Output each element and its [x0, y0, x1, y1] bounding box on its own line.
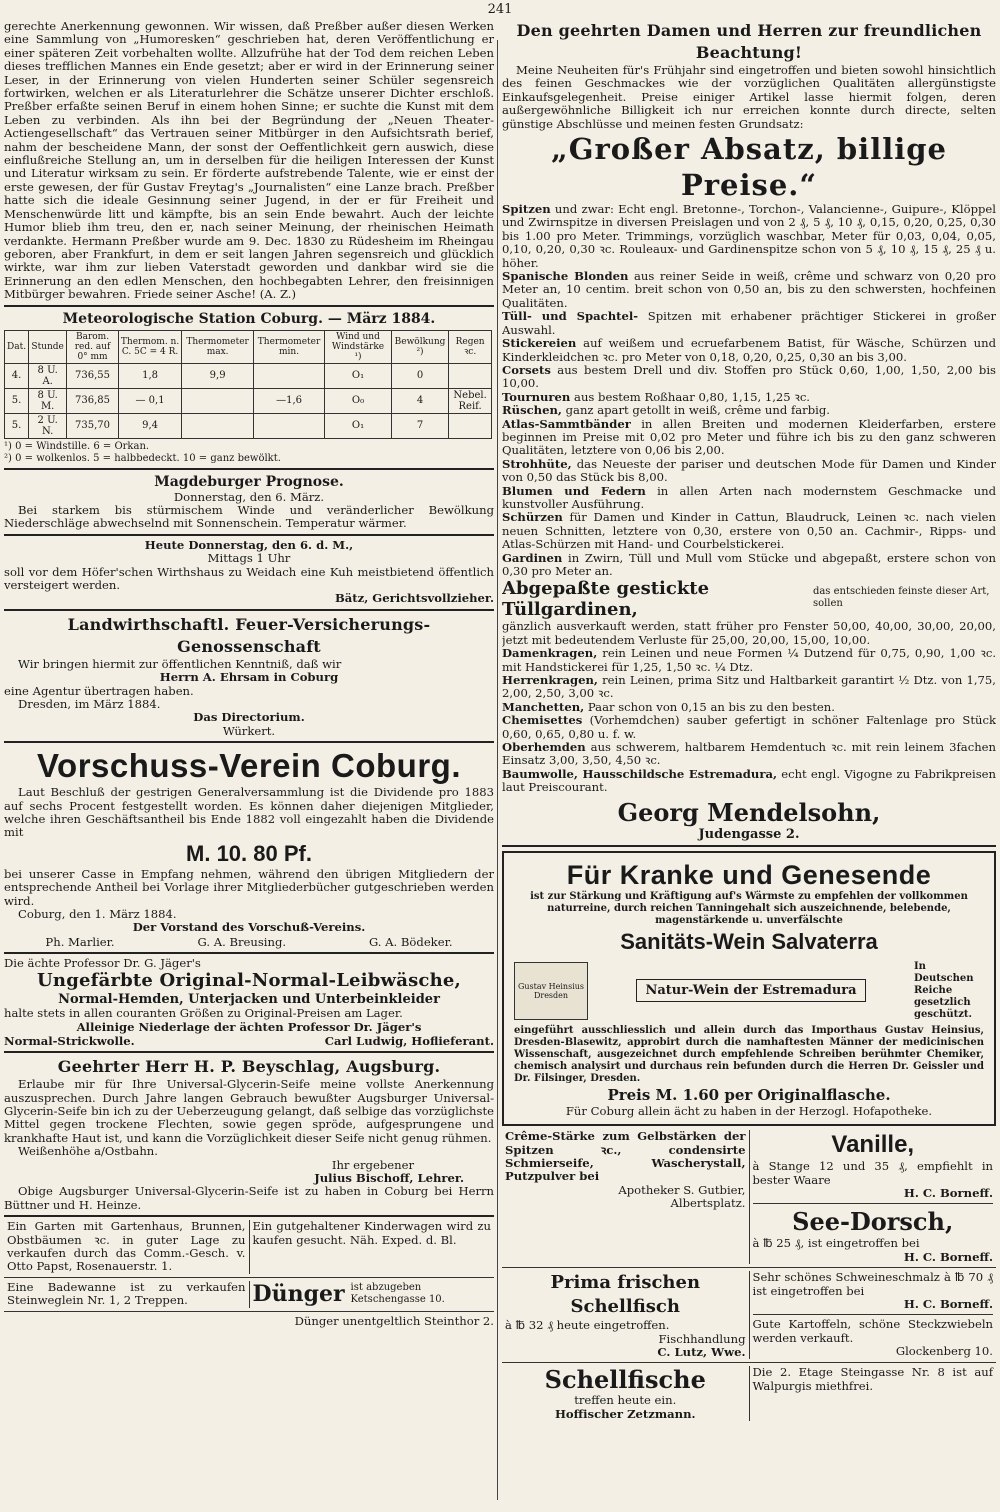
board-member: G. A. Breusing.	[197, 934, 287, 949]
product-name: Strohhüte,	[502, 456, 572, 471]
mendelsohn-motto: „Großer Absatz, billige Preise.“	[551, 132, 947, 203]
cell: — 0,1	[118, 388, 182, 413]
product-item	[502, 511, 996, 551]
product-desc: rein Leinen, prima Sitz und Haltbarkeit garantirt ½ Dtz. von 1,75, 2,00, 2,50, 3,00 ꝛc.	[502, 673, 996, 701]
met-header: Wind und Windstärke ¹)	[325, 330, 392, 363]
product-list	[502, 203, 996, 578]
product-name: Baumwolle, Hausschildsche Estremadura,	[502, 766, 777, 781]
product-desc: echt engl. Vigogne zu Fabrikpreisen laut Preiscourant.	[502, 766, 996, 795]
dung-ad-2: Dünger unentgeltlich Steinthor 2.	[294, 1313, 494, 1328]
cell	[253, 363, 324, 388]
divider	[4, 952, 494, 954]
schellfische-title: Schellfische	[544, 1365, 706, 1395]
met-header: Dat.	[5, 330, 29, 363]
salvaterra-text2: eingeführt ausschliesslich und allein durch das Importhaus Gustav Heinsius, Dresden-Blasewitz, approbirt durch die namhaftesten Männer der medicinischen Wissenschaft, ausgezeichnet durch empfehlende Schreiben berühmter Chemiker, chemisch analysirt und durchaus rein befunden durch die Herren Dr. Geissler und Dr. Filsinger, Dresden.	[514, 1024, 984, 1084]
kartoffel-ad: Gute Kartoffeln, schöne Steckzwiebeln werden verkauft.	[752, 1317, 993, 1345]
cell	[449, 413, 492, 438]
product-item	[502, 552, 996, 579]
cell: 8 U. M.	[29, 388, 67, 413]
product-item	[502, 418, 996, 458]
divider	[753, 1203, 994, 1204]
cell: O₀	[325, 388, 392, 413]
divider	[502, 1267, 996, 1268]
product-item	[502, 485, 996, 512]
product-name: Herrenkragen,	[502, 673, 598, 688]
left-column	[4, 20, 494, 1506]
cell: Nebel. Reif.	[449, 388, 492, 413]
product-item	[502, 337, 996, 364]
product-name: Atlas-Sammtbänder	[502, 416, 631, 431]
vorschuss-date: Coburg, den 1. März 1884.	[18, 907, 177, 922]
creme-ad: Crême-Stärke zum Gelbstärken der Spitzen ꝛc., condensirte Schmierseife, Wascherystall, Putzpulver bei	[505, 1129, 746, 1184]
product-desc: das Neueste der pariser und deutschen Mode für Damen und Kinder von 0,50 das Stück bis 8,00.	[502, 456, 996, 485]
schellfische-sign: Hoffischer Zetzmann.	[554, 1406, 696, 1421]
dung-word: Dünger	[252, 1281, 345, 1308]
right-column	[502, 20, 996, 1506]
product-name: Tüll- und Spachtel-	[502, 309, 639, 324]
cell: 9,9	[182, 363, 254, 388]
dorsch-text: à ℔ 25 ₰, ist eingetroffen bei	[752, 1236, 920, 1251]
product-item	[502, 458, 996, 485]
salvaterra-text: ist zur Stärkung und Kräftigung auf's Wärmste zu empfehlen der vollkommen naturreine, durch reichen Tanningehalt sich auszeichnende, belebende, magenstärkende u. unverfälschte	[530, 890, 968, 926]
met-header: Thermom. n. C. 5C = 4 R.	[118, 330, 182, 363]
product-desc: aus reiner Seide in weiß, crême und schwarz von 0,20 pro Meter an, 10 centim. breit schon von 0,50 an, bis zu den schwersten, hochfeinen Qualitäten.	[502, 269, 996, 310]
insurance-sign: Das Directorium.	[193, 710, 305, 725]
kartoffel-addr: Glockenberg 10.	[895, 1344, 993, 1359]
product-item	[502, 647, 996, 674]
product-name: Tournuren	[502, 389, 571, 404]
obituary-text: gerechte Anerkennung gewonnen. Wir wissen, daß Preßber außer diesen Werken eine Sammlung von „Humoresken“ geschrieben hat, deren Veröffentlichung er einer späteren Zeit vorbehalten wollte. Allzufrühe hat der Tod dem reichen Leben dieses trefflichen Mannes ein Ende gesetzt; aber er wird in der Erinnerung seiner Leser, in der Erinnerung von vielen Hunderten seiner Schüler segensreich fortwirken, welchen er als Literaturlehrer die Schätze unserer Dichter erschloß. Preßber erfaßte seinen Beruf in einem hohen Sinne; er suchte die Kunst mit dem Leben zu verbinden. Als ihn bei der Begründung der „Neuen Theater-Actiengesellschaft“ das Vertrauen seiner Mitbürger in den Aufsichtsrath berief, nahm der bescheidene Mann, der sonst der Oeffentlichkeit gern auswich, diese einflußreiche Stellung an, um in derselben für die heiligen Interessen der Kunst und Literatur wirksam zu sein. Er förderte aufstrebende Talente, wie er einst der erste gewesen, der für Gustav Freytag's „Journalisten“ eine Lanze brach. Preßber hatte sich die ideale Gesinnung seiner Jugend, in der er für Freiheit und Menschenwürde litt und kämpfte, bis an sein Ende bewahrt. Auch der leichte Humor blieb ihm treu, den er, nach seiner Meinung, der rheinischen Heimath verdankte. Hermann Preßber wurde am 9. Dec. 1830 zu Rüdesheim im Rheingau geboren, aber Frankfurt, in dem er seit langen Jahren segensreich und glücklich wirkte, war ihm zur lieben Vaterstadt geworden und dankbar wird sie die Erinnerung an den edlen Menschen, den hochbegabten Lehrer, den freisinnigen Mitbürger bewahren. Friede seiner Asche! (A. Z.)	[4, 20, 494, 302]
met-header: Stunde	[29, 330, 67, 363]
small-ads-row	[4, 1281, 494, 1308]
product-desc: rein Leinen und neue Formen ¼ Dutzend für 0,75, 0,90, 1,00 ꝛc. mit Handstickerei für 1,25, 1,50 ꝛc. ¼ Dtz.	[502, 646, 996, 674]
table-row	[5, 363, 492, 388]
vanille-title: Vanille,	[831, 1131, 915, 1159]
product-item	[502, 270, 996, 310]
small-ads-row	[4, 1220, 494, 1274]
beyschlag-greet: Ihr ergebener	[331, 1157, 414, 1172]
divider	[4, 468, 494, 470]
jaeger-sign: Carl Ludwig, Hoflieferant.	[324, 1034, 494, 1049]
met-note: ²) 0 = wolkenlos. 5 = halbbedeckt. 10 = ganz bewölkt.	[4, 452, 281, 464]
dorsch-title: See-Dorsch,	[792, 1207, 954, 1237]
salvaterra-price: Preis M. 1.60 per Originalflasche.	[607, 1085, 891, 1104]
auction-title: Heute Donnerstag, den 6. d. M.,	[144, 537, 354, 552]
beyschlag-sign: Julius Bischoff, Lehrer.	[314, 1170, 464, 1185]
dung-text: ist abzugeben Ketschengasse 10.	[350, 1282, 445, 1306]
product-name: Gardinen	[502, 550, 563, 565]
product-name: Stickereien	[502, 336, 577, 351]
cell	[253, 413, 324, 438]
product-name: Chemisettes	[502, 713, 583, 728]
tuell-aside: das entschieden feinste dieser Art, sollen	[812, 586, 990, 610]
cell: 736,85	[67, 388, 119, 413]
beyschlag-text: Erlaube mir für Ihre Universal-Glycerin-Seife meine vollste Anerkennung auszusprechen. Durch Jahre langen Gebrauch bewußter Augsburger Universal-Glycerin-Seife bin ich zu der Ueberzeugung gelangt, daß selbige das vorzüglichste Mittel gegen trockene Flechten, sowie gegen spröde, aufgesprungene und krankhafte Haut ist, und kann die Vorzüglichkeit dieser Seife nicht genug rühmen.	[4, 1077, 494, 1145]
board-member: G. A. Bödeker.	[368, 934, 453, 949]
small-ads-row	[502, 1130, 996, 1264]
divider	[502, 845, 996, 847]
schellfisch-title: Prima frischen Schellfisch	[550, 1272, 701, 1318]
met-header: Thermometer max.	[182, 330, 254, 363]
product-desc: für Damen und Kinder in Cattun, Blaudruck, Leinen ꝛc. nach vielen neuen Schnitten, letztere von 0,30, erstere von 0,50 an. Cachmir-, Ripps- und Atlas-Schürzen mit Hand- und Courbelstickerei.	[502, 510, 996, 552]
jaeger-intro: Die ächte Professor Dr. G. Jäger's	[4, 955, 201, 970]
jaeger-text: halte stets in allen couranten Größen zu Original-Preisen am Lager.	[4, 1006, 403, 1021]
divider	[4, 305, 494, 307]
product-name: Spitzen	[502, 202, 551, 217]
table-row	[5, 388, 492, 413]
product-desc: ganz apart getollt in weiß, crême und farbig.	[565, 403, 830, 418]
jaeger-footer	[4, 1034, 494, 1048]
salvaterra-ad	[502, 851, 996, 1126]
weather-table	[4, 330, 492, 439]
auction-sign: Bätz, Gerichtsvollzieher.	[334, 591, 494, 606]
prognosis-title: Magdeburger Prognose.	[154, 473, 344, 490]
tuell-text: gänzlich ausverkauft werden, statt früher pro Fenster 50,00, 40,00, 30,00, 20,00, jetzt mit bedeutendem Verluste für 25,00, 20,00, 15,00, 10,00.	[502, 619, 996, 647]
schellfische-text: treffen heute ein.	[574, 1393, 677, 1408]
jaeger-subtitle: Normal-Hemden, Unterjacken und Unterbeinkleider	[58, 992, 440, 1008]
cell: O₁	[325, 413, 392, 438]
product-name: Schürzen	[502, 510, 563, 525]
beyschlag-title: Geehrter Herr H. P. Beyschlag, Augsburg.	[57, 1057, 441, 1077]
product-desc: und zwar: Echt engl. Bretonne-, Torchon-, Valancienne-, Guipure-, Klöppel und Zwirnspitze in diversen Preislagen und von 2 ₰, 5 ₰, 10 ₰, 0,15, 0,20, 0,25, 0,30 bis 1.00 pro Meter. Trimmings, vorzüglich waschbar, Meter für 0,03, 0,04, 0,05, 0,10, 0,20, 0,30 ꝛc. Rouleaux- und Gardinenspitze schon von 5 ₰, 10 ₰, 15 ₰, 25 ₰ u. höher.	[502, 202, 996, 270]
product-desc: aus bestem Roßhaar 0,80, 1,15, 1,25 ꝛc.	[574, 389, 810, 404]
met-title: Meteorologische Station Coburg. — März 1884.	[62, 310, 436, 327]
product-desc: Spitzen mit erhabener prächtiger Stickerei in großer Auswahl.	[502, 309, 996, 337]
vorschuss-text: Laut Beschluß der gestrigen Generalversammlung ist die Dividende pro 1883 auf sechs Procent festgestellt worden. Es können daher diejenigen Mitglieder, welche ihren Geschäftsantheil bis Ende 1882 voll eingezahlt haben die Dividende mit	[4, 785, 494, 840]
vorschuss-text: bei unserer Casse in Empfang nehmen, während den übrigen Mitgliedern der entsprechende Antheil bei Vorlage ihrer Mitgliederbücher gutgeschrieben werden wird.	[4, 866, 494, 908]
met-header: Thermometer min.	[253, 330, 324, 363]
creme-sign: Albertsplatz.	[670, 1196, 746, 1211]
product-name: Damenkragen,	[502, 646, 598, 661]
product-desc: in allen Breiten und modernen Kleiderfarben, erstere beginnen im Preise mit 0,02 pro Meter und führe ich bis zu den ganz schweren Qualitäten, letztere von 0,06 bis 2,00.	[502, 416, 996, 458]
jaeger-title: Ungefärbte Original-Normal-Leibwäsche,	[37, 970, 461, 992]
cell: —1,6	[253, 388, 324, 413]
page-number: 241	[487, 2, 513, 17]
product-name: Corsets	[502, 362, 551, 377]
product-item	[502, 310, 996, 337]
insurance-sign: Würkert.	[222, 723, 276, 738]
seal-text: Gustav Heinsius Dresden	[517, 981, 585, 1000]
met-header: Barom. red. auf 0° mm	[67, 330, 119, 363]
cell: 4.	[5, 363, 29, 388]
product-item	[502, 674, 996, 701]
schellfisch-sign: C. Lutz, Wwe.	[657, 1344, 746, 1359]
product-item	[502, 768, 996, 795]
creme-sign: Apotheker S. Gutbier,	[618, 1182, 746, 1197]
product-name: Manchetten,	[502, 699, 585, 714]
prognosis-text: Bei starkem bis stürmischem Winde und veränderlicher Bewölkung Niederschläge abwechselnd mit Sonnenschein. Temperatur wärmer.	[4, 502, 494, 531]
product-desc: Paar schon von 0,15 an bis zu den besten.	[587, 699, 835, 714]
insurance-text: Wir bringen hiermit zur öffentlichen Kenntniß, daß wir	[18, 656, 342, 671]
mendelsohn-address: Judengasse 2.	[698, 826, 800, 842]
salvaterra-where: Für Coburg allein ächt zu haben in der Herzogl. Hofapotheke.	[565, 1103, 933, 1118]
insurance-title: Landwirthschaftl. Feuer-Versicherungs-Genossenschaft	[67, 614, 431, 656]
table-row	[5, 413, 492, 438]
schellfisch-text: à ℔ 32 ₰ heute eingetroffen.	[505, 1318, 670, 1333]
mendelsohn-intro: Meine Neuheiten für's Frühjahr sind eingetroffen und bieten sowohl hinsichtlich des feinen Geschmackes wie der vorzüglichen Qualitäten allergünstigste Einkaufsgelegenheit. Preise einiger Artikel lasse hiermit folgen, deren außergewöhnliche Billigkeit ich nur erreichen konnte durch directe, selten günstige Abschlüsse und meinen festen Grundsatz:	[502, 63, 996, 131]
jaeger-line: Alleinige Niederlage der ächten Professor Dr. Jäger's	[76, 1019, 422, 1034]
schmalz-sign: H. C. Borneff.	[903, 1296, 993, 1311]
board-member: Ph. Marlier.	[45, 934, 115, 949]
pram-ad: Ein gutgehaltener Kinderwagen wird zu kaufen gesucht. Näh. Exped. d. Bl.	[252, 1219, 491, 1247]
product-desc: auf weißem und ecruefarbenem Batist, für Wäsche, Schürzen und Kinderkleidchen ꝛc. pro Meter von 0,18, 0,20, 0,25, 0,30 an bis 3,00.	[502, 336, 996, 364]
vanille-text: à Stange 12 und 35 ₰, empfiehlt in bester Waare	[752, 1159, 993, 1187]
mendelsohn-name: Georg Mendelsohn,	[617, 797, 881, 827]
salvaterra-label: Natur-Wein der Estremadura	[636, 979, 865, 1002]
cell: 5.	[5, 388, 29, 413]
product-name: Blumen und Federn	[502, 483, 646, 498]
schmalz-ad: Sehr schönes Schweineschmalz à ℔ 70 ₰ ist eingetroffen bei	[752, 1270, 993, 1298]
cell: 736,55	[67, 363, 119, 388]
vorschuss-names	[4, 935, 494, 949]
product-item	[502, 364, 996, 391]
salvaterra-title: Für Kranke und Genesende	[566, 859, 932, 890]
product-desc: (Vorhemdchen) sauber gefertigt in schöner Faltenlage pro Stück 0,60, 0,65, 0,80 u. f. w.	[502, 713, 996, 741]
cell	[449, 363, 492, 388]
cell: 0	[391, 363, 448, 388]
product-name: Rüschen,	[502, 403, 562, 418]
cell: 1,8	[118, 363, 182, 388]
divider	[753, 1314, 994, 1315]
beyschlag-place: Weißenhöhe a/Ostbahn.	[18, 1144, 158, 1159]
cell: 735,70	[67, 413, 119, 438]
product-item	[502, 203, 996, 270]
salvaterra-label-row	[514, 961, 984, 1021]
product-desc: in Zwirn, Tüll und Mull vom Stücke und abgepaßt, erstere schon von 0,30 pro Meter an.	[502, 550, 996, 578]
mendelsohn-headline: Den geehrten Damen und Herren zur freundlichen Beachtung!	[516, 21, 982, 62]
cell	[182, 388, 254, 413]
divider	[4, 1311, 494, 1312]
divider	[4, 1215, 494, 1217]
wine-bottle-label-icon	[514, 962, 588, 1020]
cell	[182, 413, 254, 438]
dorsch-sign: H. C. Borneff.	[903, 1249, 993, 1264]
cell: 2 U. N.	[29, 413, 67, 438]
cell: 4	[391, 388, 448, 413]
cell: 8 U. A.	[29, 363, 67, 388]
cell: 5.	[5, 413, 29, 438]
product-desc: aus schwerem, haltbarem Hemdentuch ꝛc. mit rein leinem 3fachen Einsatz 3,00, 3,50, 4,50 ꝛc.	[502, 740, 996, 768]
column-rule	[497, 40, 498, 1500]
etage-ad: Die 2. Etage Steingasse Nr. 8 ist auf Walpurgis miethfrei.	[752, 1365, 993, 1393]
divider	[4, 1277, 494, 1278]
salvaterra-side: In Deutschen Reiche gesetzlich geschützt.	[913, 960, 974, 1020]
vorschuss-title: Vorschuss-Verein Coburg.	[37, 747, 461, 785]
product-list-2	[502, 647, 996, 794]
tuell-header	[502, 578, 996, 620]
auction-time: Mittags 1 Uhr	[207, 551, 291, 566]
product-item	[502, 391, 996, 404]
cell: O₁	[325, 363, 392, 388]
met-note: ¹) 0 = Windstille. 6 = Orkan.	[4, 440, 150, 452]
product-name: Spanische Blonden	[502, 269, 629, 284]
auction-text: soll vor dem Höfer'schen Wirthshaus zu Weidach eine Kuh meistbietend öffentlich versteigert werden.	[4, 564, 494, 592]
schellfisch-sign: Fischhandlung	[658, 1331, 746, 1346]
small-ads-row	[502, 1366, 996, 1421]
cell: 7	[391, 413, 448, 438]
small-ads-row	[502, 1271, 996, 1359]
product-item	[502, 404, 996, 417]
vanille-sign: H. C. Borneff.	[903, 1185, 993, 1200]
product-desc: aus bestem Drell und div. Stoffen pro Stück 0,60, 1,00, 1,50, 2,00 bis 10,00.	[502, 362, 996, 391]
divider	[4, 534, 494, 536]
divider	[4, 741, 494, 743]
salvaterra-name: Sanitäts-Wein Salvaterra	[620, 928, 878, 954]
insurance-agent: Herrn A. Ehrsam in Coburg	[159, 670, 339, 685]
product-name: Oberhemden	[502, 740, 586, 755]
insurance-place: Dresden, im März 1884.	[18, 697, 161, 711]
cell: 9,4	[118, 413, 182, 438]
product-desc: in allen Arten nach modernstem Geschmacke und kunstvoller Ausführung.	[502, 483, 996, 511]
vorschuss-board: Der Vorstand des Vorschuß-Vereins.	[132, 920, 366, 935]
product-item	[502, 714, 996, 741]
divider	[4, 609, 494, 611]
tuell-title: Abgepaßte gestickte Tüllgardinen,	[502, 578, 710, 621]
divider	[4, 1051, 494, 1053]
jaeger-line2: Normal-Strickwolle.	[4, 1034, 135, 1049]
insurance-text: eine Agentur übertragen haben.	[4, 683, 194, 698]
met-header: Bewölkung ²)	[391, 330, 448, 363]
garden-ad: Ein Garten mit Gartenhaus, Brunnen, Obstbäumen ꝛc. in guter Lage zu verkaufen durch das Comm.-Gesch. v. Otto Papst, Rosenauerstr. 1.	[7, 1219, 246, 1274]
product-item	[502, 701, 996, 714]
bath-ad: Eine Badewanne ist zu verkaufen Steinweglein Nr. 1, 2 Treppen.	[7, 1279, 246, 1308]
met-header: Regen ꝛc.	[449, 330, 492, 363]
divider	[502, 1362, 996, 1363]
vorschuss-amount: M. 10. 80 Pf.	[186, 840, 312, 866]
prognosis-date: Donnerstag, den 6. März.	[173, 489, 325, 504]
product-item	[502, 741, 996, 768]
beyschlag-footer: Obige Augsburger Universal-Glycerin-Seife ist zu haben in Coburg bei Herrn Büttner und H. Heinze.	[4, 1184, 494, 1212]
